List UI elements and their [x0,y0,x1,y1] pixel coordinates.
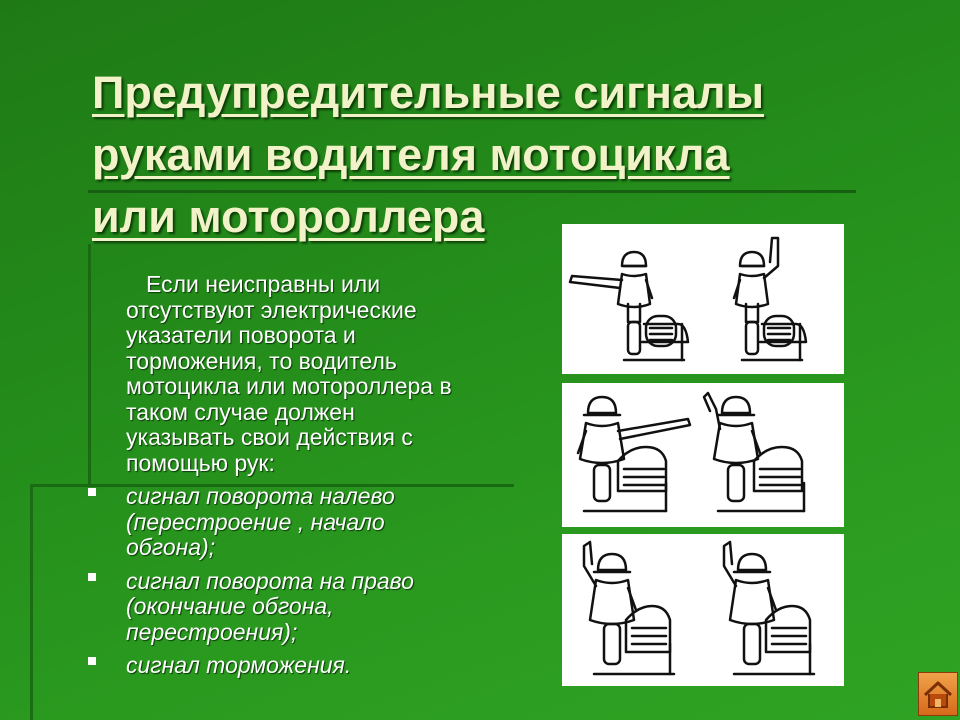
intro-line: указатели поворота и [126,322,356,348]
intro-line: отсутствуют электрические [126,296,417,323]
bullet-line: (окончание обгона, [126,593,334,619]
bullet-line: (перестроение , начало [126,508,385,535]
intro-line: мотоцикла или мотороллера в [126,373,452,399]
motorcycle-rider-illustration [562,224,844,374]
signal-list [86,484,526,687]
bullet-line: сигнал поворота на право [126,567,414,594]
braking-signal-figures [562,534,844,686]
list-item [86,484,526,561]
bullet-line: перестроения); [126,618,298,645]
home-icon [919,673,957,715]
home-button[interactable] [918,672,958,716]
right-turn-signal-figures [562,383,844,527]
bullet-icon [88,657,96,665]
bullet-line: сигнал торможения. [126,652,352,678]
slide-title [92,62,912,248]
intro-line: помощью рук: [126,449,275,476]
intro-paragraph [126,272,536,476]
title-line: Предупредительные сигналы [92,67,765,118]
motorcycle-rider-illustration [562,383,844,527]
intro-line: торможения, то водитель [126,347,397,374]
left-turn-signal-figures [562,224,844,374]
bullet-line: сигнал поворота налево [126,483,395,509]
intro-line: указывать свои действия с [126,424,413,450]
bullet-icon [88,573,96,581]
title-line: руками водителя мотоцикла [92,129,730,180]
intro-line: Если неисправны или [146,271,381,297]
intro-line: таком случае должен [126,398,355,425]
decor-line [88,244,91,486]
list-item [86,569,526,646]
list-item [86,653,526,679]
motorcycle-rider-illustration [562,534,844,686]
title-line: или мотороллера [92,191,485,242]
decor-line [30,484,33,720]
bullet-icon [88,488,96,496]
bullet-line: обгона); [126,534,216,560]
